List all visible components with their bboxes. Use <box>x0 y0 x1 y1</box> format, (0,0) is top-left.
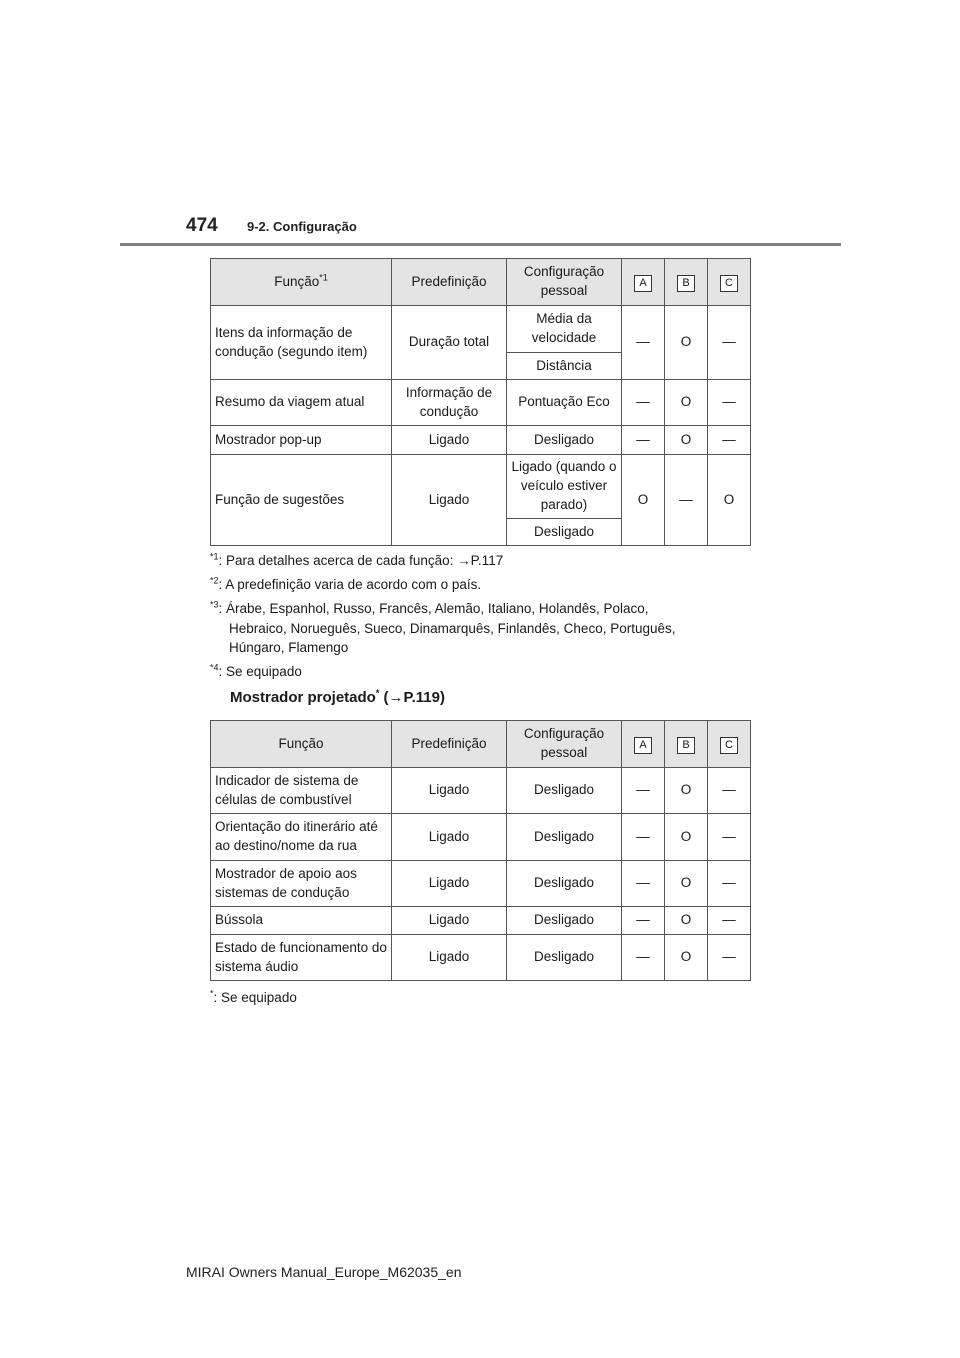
cell-b: O <box>665 861 708 907</box>
cell-c: — <box>708 907 751 935</box>
cell-a: — <box>622 935 665 981</box>
badge-b-icon: B <box>677 737 695 754</box>
cell-funcao: Orientação do itinerário até ao destino/nome da rua <box>211 814 392 861</box>
header-a <box>622 259 665 306</box>
cell-a: O <box>622 455 665 546</box>
cell-predef: Ligado <box>392 935 507 981</box>
cell-pessoal: Média da velocidade <box>507 306 622 353</box>
table-row <box>211 861 751 907</box>
cell-predef: Ligado <box>392 814 507 861</box>
cell-predef: Ligado <box>392 768 507 814</box>
cell-predef: Ligado <box>392 907 507 935</box>
header-rule <box>120 243 841 246</box>
cell-b: O <box>665 380 708 426</box>
cell-c: O <box>708 455 751 546</box>
table-row <box>211 935 751 981</box>
header-pessoal: Configuração pessoal <box>507 259 622 306</box>
cell-funcao: Mostrador de apoio aos sistemas de condução <box>211 861 392 907</box>
cell-predef: Ligado <box>392 426 507 455</box>
header-b <box>665 721 708 768</box>
badge-a-icon: A <box>634 737 652 754</box>
cell-b: O <box>665 935 708 981</box>
footnote-3: $^{*3}$: Árabe, Espanhol, Russo, Francês, Alemão, Italiano, Holandês, Polaco, Hebraico, Norueguês, Sueco, Dinamarquês, Finlandês, Checo, Português, Húngaro, Flamengo <box>210 599 676 656</box>
cell-funcao: Mostrador pop-up <box>211 426 392 455</box>
cell-b: — <box>665 455 708 546</box>
header-predefinicao: Predefinição <box>392 721 507 768</box>
table-header-row <box>211 721 751 768</box>
cell-b: O <box>665 814 708 861</box>
subheading: Mostrador projetado* (→P.119) <box>230 688 445 706</box>
cell-predef: Ligado <box>392 455 507 546</box>
cell-pessoal: Ligado (quando o veículo estiver parado) <box>507 455 622 519</box>
cell-pessoal: Desligado <box>507 426 622 455</box>
settings-table-2 <box>210 720 751 981</box>
table-row <box>211 768 751 814</box>
badge-b-icon: B <box>677 275 695 292</box>
cell-funcao: Bússola <box>211 907 392 935</box>
badge-a-icon: A <box>634 275 652 292</box>
footnote-2: $^{*2}$: A predefinição varia de acordo com o país. <box>210 575 482 592</box>
cell-funcao: Itens da informação de condução (segundo item) <box>211 306 392 380</box>
cell-a: — <box>622 380 665 426</box>
header-c <box>708 259 751 306</box>
table-header-row <box>211 259 751 306</box>
cell-pessoal: Desligado <box>507 814 622 861</box>
cell-c: — <box>708 935 751 981</box>
page-number: 474 <box>186 215 218 236</box>
cell-pessoal: Desligado <box>507 519 622 546</box>
table-row <box>211 814 751 861</box>
cell-predef: Informação de condução <box>392 380 507 426</box>
cell-b: O <box>665 426 708 455</box>
table-row <box>211 380 751 426</box>
footer: MIRAI Owners Manual_Europe_M62035_en <box>186 1264 462 1280</box>
cell-pessoal: Desligado <box>507 768 622 814</box>
cell-c: — <box>708 306 751 380</box>
cell-b: O <box>665 907 708 935</box>
cell-funcao: Função de sugestões <box>211 455 392 546</box>
cell-c: — <box>708 861 751 907</box>
header-funcao: Função <box>211 721 392 768</box>
badge-c-icon: C <box>720 275 738 292</box>
cell-a: — <box>622 814 665 861</box>
footnote-table-2: *: Se equipado <box>210 988 297 1005</box>
cell-b: O <box>665 768 708 814</box>
header-predefinicao: Predefinição <box>392 259 507 306</box>
footnote-4: $^{*4}$: Se equipado <box>210 662 302 679</box>
table-row <box>211 907 751 935</box>
table-row <box>211 426 751 455</box>
table-row <box>211 455 751 519</box>
cell-funcao: Indicador de sistema de células de combustível <box>211 768 392 814</box>
cell-pessoal: Desligado <box>507 861 622 907</box>
cell-a: — <box>622 426 665 455</box>
cell-pessoal: Pontuação Eco <box>507 380 622 426</box>
cell-c: — <box>708 768 751 814</box>
cell-c: — <box>708 426 751 455</box>
cell-b: O <box>665 306 708 380</box>
badge-c-icon: C <box>720 737 738 754</box>
header-b <box>665 259 708 306</box>
cell-funcao: Estado de funcionamento do sistema áudio <box>211 935 392 981</box>
section-title: 9-2. Configuração <box>247 219 357 234</box>
cell-predef: Duração total <box>392 306 507 380</box>
header-a <box>622 721 665 768</box>
cell-pessoal: Desligado <box>507 907 622 935</box>
header-c <box>708 721 751 768</box>
cell-pessoal: Desligado <box>507 935 622 981</box>
cell-a: — <box>622 768 665 814</box>
table-row <box>211 306 751 353</box>
footnote-1: $^{*1}$: Para detalhes acerca de cada função: →P.117 <box>210 551 504 568</box>
header-funcao: Função$^{*1}$ <box>211 259 392 306</box>
cell-pessoal: Distância <box>507 353 622 380</box>
cell-a: — <box>622 861 665 907</box>
cell-c: — <box>708 380 751 426</box>
header-pessoal: Configuração pessoal <box>507 721 622 768</box>
cell-c: — <box>708 814 751 861</box>
cell-predef: Ligado <box>392 861 507 907</box>
cell-a: — <box>622 907 665 935</box>
settings-table-1 <box>210 258 751 546</box>
cell-a: — <box>622 306 665 380</box>
cell-funcao: Resumo da viagem atual <box>211 380 392 426</box>
